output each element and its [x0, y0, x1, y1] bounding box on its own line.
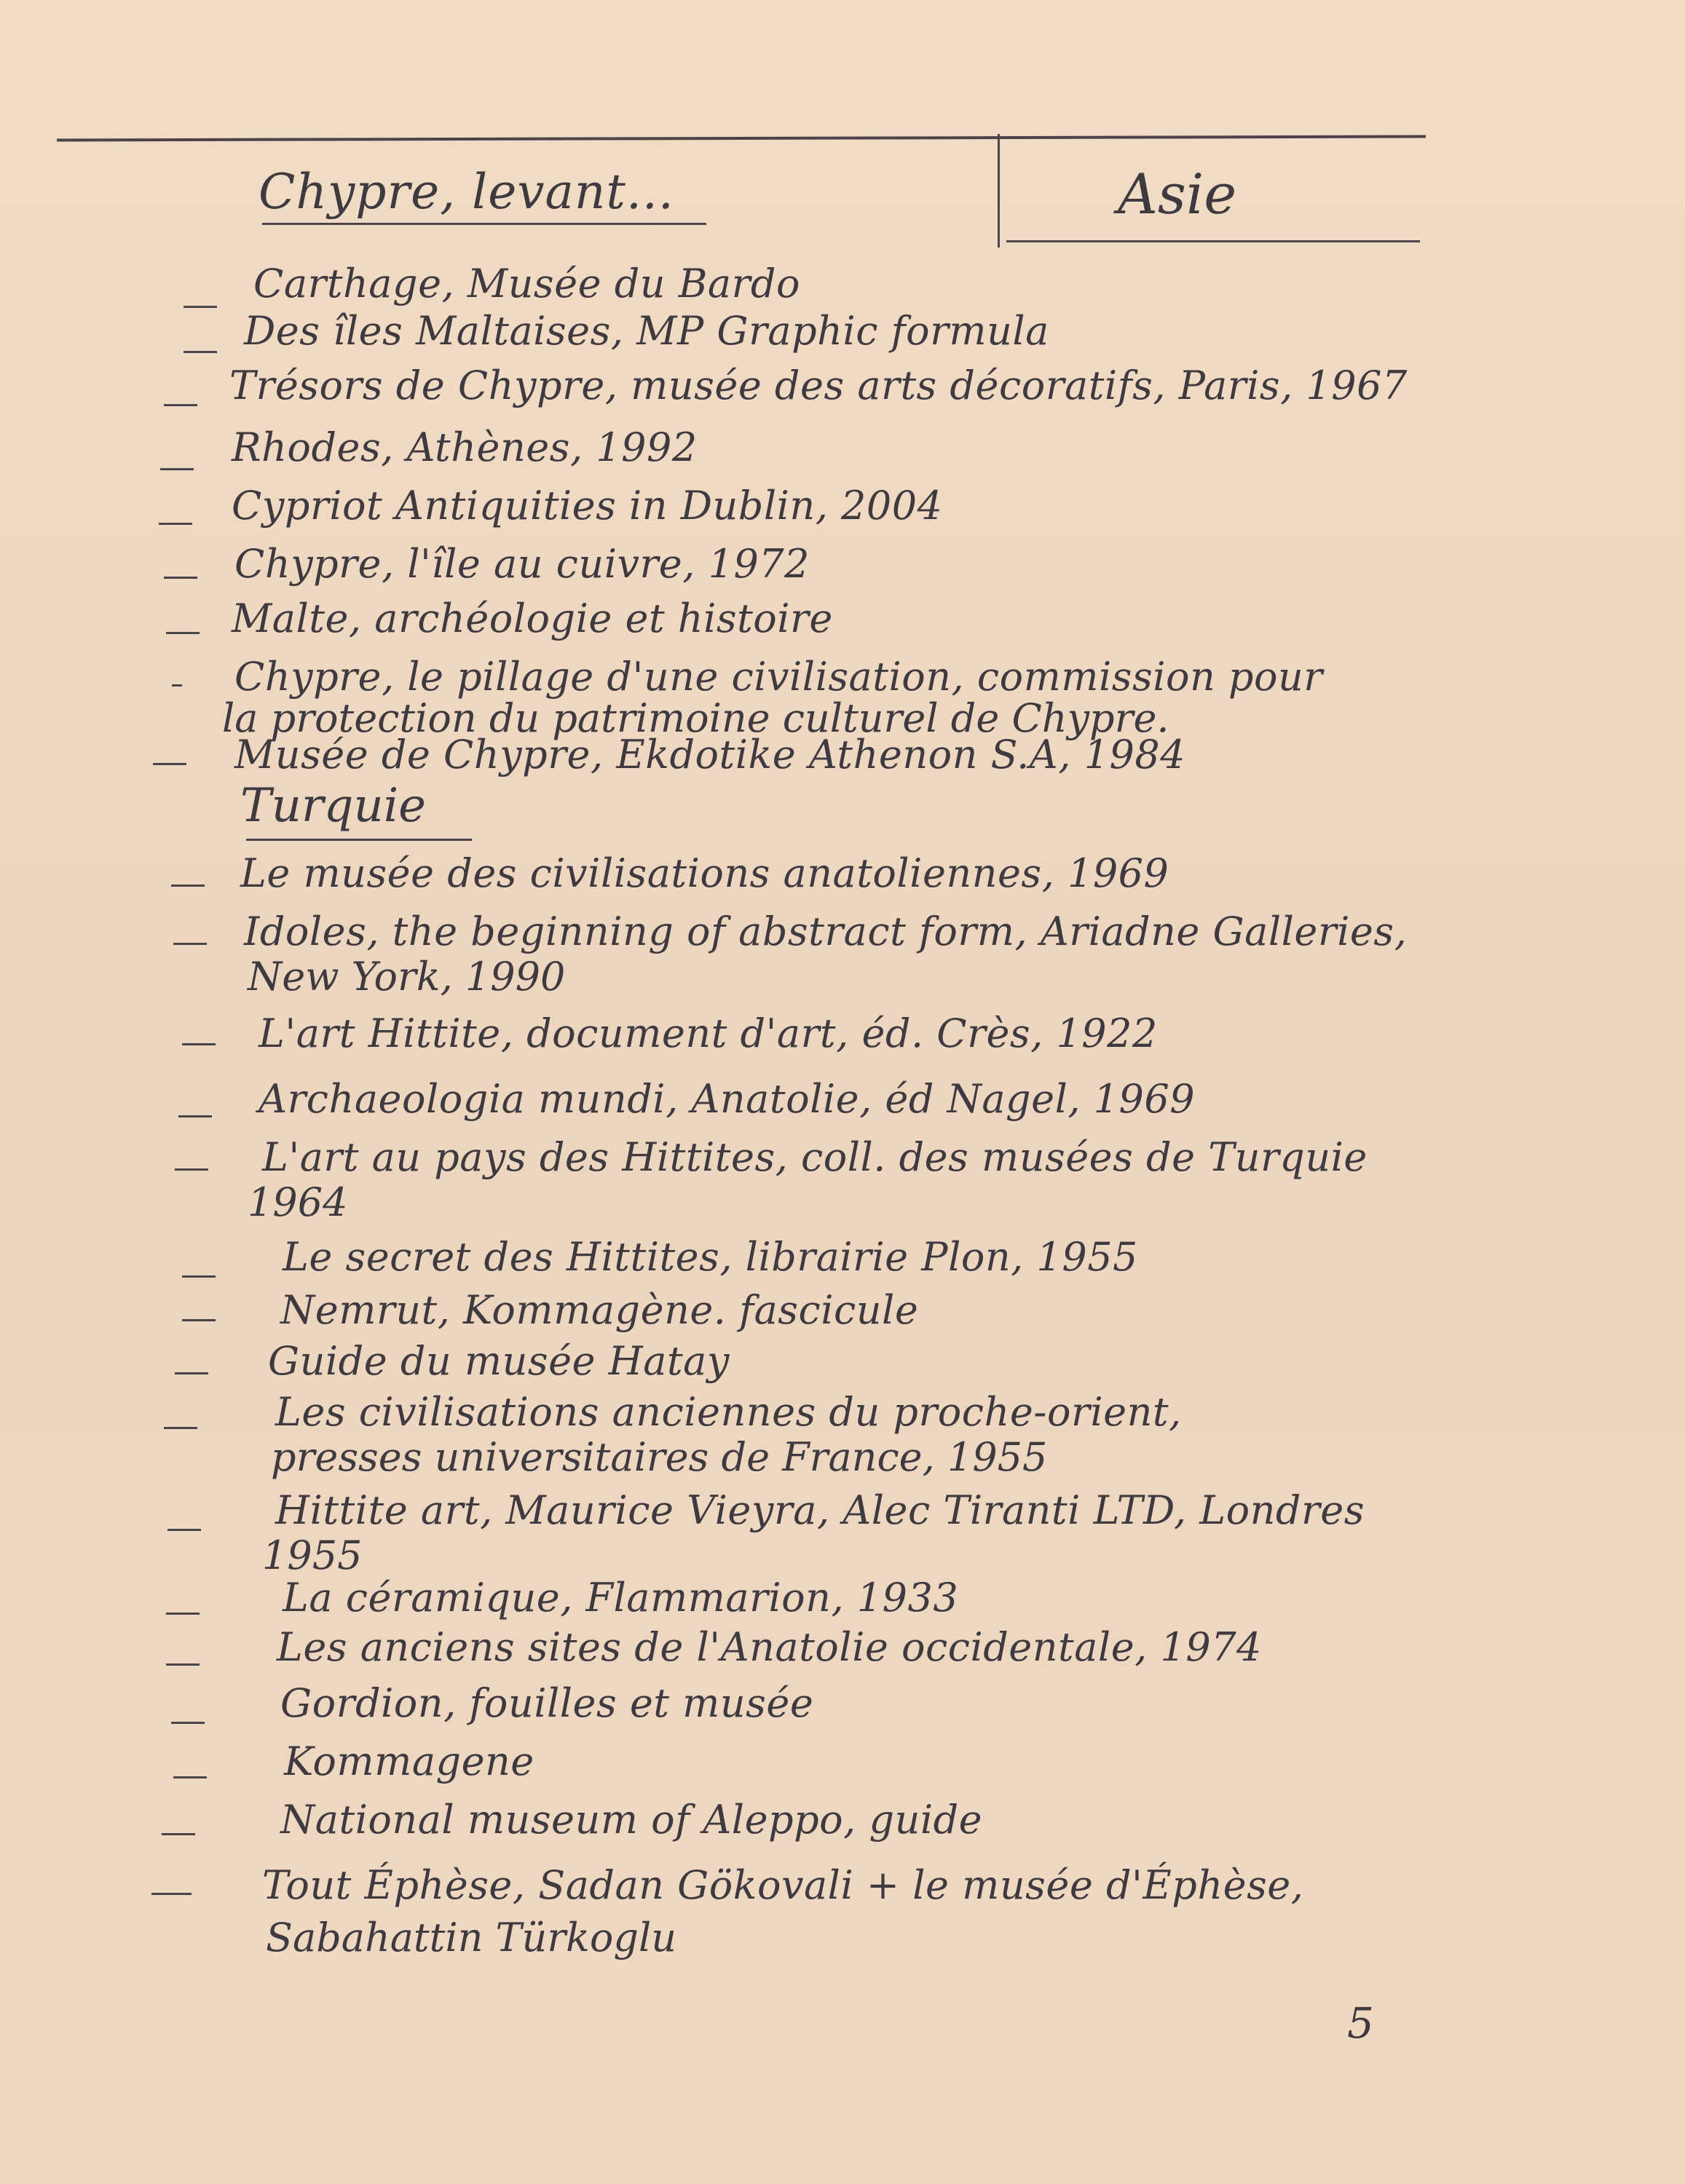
list-dash [171, 885, 205, 887]
list-item-continuation: 1964 [248, 1179, 348, 1225]
list-item-continuation: 1955 [262, 1532, 363, 1578]
list-dash [166, 1663, 200, 1666]
list-item: Archaeologia mundi, Anatolie, éd Nagel, 1969 [259, 1076, 1196, 1122]
list-dash [162, 1833, 195, 1835]
list-item-continuation: presses universitaires de France, 1955 [271, 1434, 1048, 1480]
list-dash [167, 1529, 201, 1531]
list-dash [164, 1427, 197, 1429]
list-item: Musée de Chypre, Ekdotike Athenon S.A, 1984 [234, 732, 1186, 778]
list-item: Cypriot Antiquities in Dublin, 2004 [232, 483, 943, 529]
list-dash [175, 1372, 208, 1374]
list-item: Nemrut, Kommagène. fascicule [280, 1287, 919, 1333]
list-item: Les civilisations anciennes du proche-orient, [275, 1389, 1182, 1435]
list-dash [159, 523, 192, 525]
header-underline [262, 223, 706, 225]
list-dash [173, 943, 207, 945]
list-item: Kommagene [284, 1738, 534, 1784]
list-item: Le secret des Hittites, librairie Plon, 1955 [283, 1234, 1138, 1280]
list-item: L'art au pays des Hittites, coll. des musées de Turquie [262, 1134, 1368, 1180]
list-item: Trésors de Chypre, musée des arts décoratifs, Paris, 1967 [229, 363, 1408, 408]
list-item: Guide du musée Hatay [268, 1338, 730, 1384]
list-item: Carthage, Musée du Bardo [253, 261, 800, 306]
list-dash [175, 1168, 208, 1171]
list-dash [172, 684, 182, 687]
section-underline [246, 839, 472, 841]
list-item: Chypre, l'île au cuivre, 1972 [234, 541, 810, 587]
list-dash [164, 577, 197, 579]
list-dash [151, 1893, 192, 1895]
section-title: Turquie [240, 779, 427, 833]
list-item: Les anciens sites de l'Anatolie occidentale, 1974 [277, 1624, 1262, 1670]
list-item: Idoles, the beginning of abstract form, Ariadne Galleries, [244, 909, 1408, 954]
list-dash [164, 404, 197, 406]
list-item: Rhodes, Athènes, 1992 [232, 424, 698, 470]
list-item: Gordion, fouilles et musée [280, 1680, 814, 1726]
header-box-rule [1006, 240, 1420, 242]
list-item-continuation: la protection du patrimoine culturel de Chypre. [222, 695, 1169, 741]
list-item: L'art Hittite, document d'art, éd. Crès, 1922 [259, 1010, 1158, 1056]
list-dash [160, 468, 194, 470]
list-item: Des îles Maltaises, MP Graphic formula [244, 308, 1049, 354]
list-dash [184, 351, 217, 353]
list-dash [166, 632, 200, 634]
top-rule [57, 135, 1426, 142]
list-dash [166, 1613, 200, 1615]
header-divider [998, 134, 1000, 248]
list-item: Tout Éphèse, Sadan Gökovali + le musée d'Éphèse, [262, 1862, 1304, 1908]
list-item: Malte, archéologie et histoire [232, 596, 833, 641]
list-item: Le musée des civilisations anatoliennes, 1969 [240, 850, 1169, 896]
list-item-continuation: Sabahattin Türkoglu [266, 1915, 676, 1961]
list-item: National museum of Aleppo, guide [280, 1797, 983, 1843]
list-dash [182, 1043, 216, 1045]
list-dash [182, 1275, 216, 1278]
list-dash [171, 1722, 205, 1724]
page-number: 5 [1347, 1998, 1374, 2048]
list-dash [178, 1115, 212, 1117]
header-region-title: Chypre, levant... [259, 164, 674, 220]
list-item: La céramique, Flammarion, 1933 [283, 1575, 959, 1621]
header-continent: Asie [1118, 162, 1237, 226]
list-dash [153, 763, 186, 765]
list-item: Hittite art, Maurice Vieyra, Alec Tiranti LTD, Londres [275, 1487, 1365, 1533]
list-dash [173, 1776, 207, 1779]
list-dash [184, 306, 217, 308]
list-item-continuation: New York, 1990 [248, 954, 566, 1000]
list-item: Chypre, le pillage d'une civilisation, commission pour [234, 654, 1323, 700]
list-dash [182, 1319, 216, 1321]
